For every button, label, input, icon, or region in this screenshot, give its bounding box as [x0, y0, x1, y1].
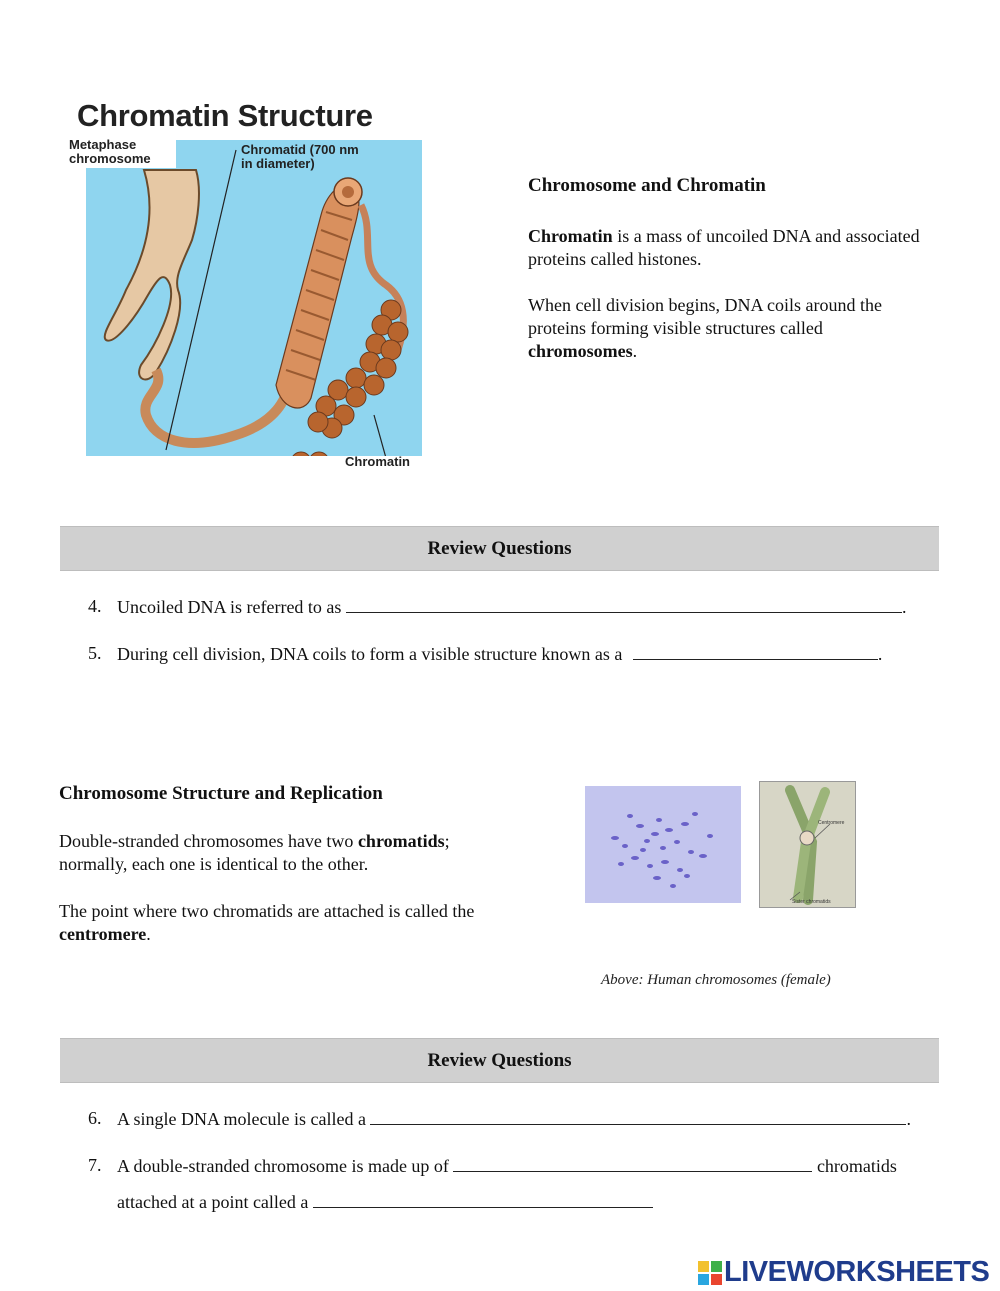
question-text: A single DNA molecule is called a [117, 1109, 366, 1129]
centromere-description [59, 900, 489, 946]
logo-text: LIVEWORKSHEETS [724, 1256, 990, 1288]
chromatids-description [59, 830, 489, 876]
chromatin-diagram [86, 140, 422, 476]
chromatin-illustration [86, 140, 422, 476]
description-end: . [632, 341, 638, 361]
section-heading-chromatin: Chromosome and Chromatin [528, 175, 766, 196]
question-number: 7. [88, 1155, 102, 1175]
question-text-continued: chromatids [816, 1156, 897, 1176]
question-text: During cell division, DNA coils to form a visible structure known as a [117, 644, 623, 664]
chromatin-definition [528, 225, 928, 271]
answer-blank-5[interactable] [633, 643, 878, 660]
question-7-line-2 [117, 1191, 653, 1213]
section-heading-structure: Chromosome Structure and Replication [59, 783, 383, 804]
question-text: attached at a point called a [117, 1192, 309, 1212]
answer-blank-4[interactable] [346, 596, 902, 613]
question-5 [0, 643, 1000, 667]
answer-blank-7b[interactable] [313, 1191, 653, 1208]
metaphase-chromosome-shape [105, 170, 199, 379]
question-7 [0, 1155, 1000, 1179]
term-centromere: centromere [59, 924, 147, 944]
term-chromatids: chromatids [357, 831, 445, 851]
chromosome-illustration [759, 781, 856, 908]
question-end: . [901, 597, 907, 617]
question-text: Uncoiled DNA is referred to as [117, 597, 342, 617]
review-questions-header: Review Questions [60, 526, 939, 571]
label-centromere: Centromere [818, 820, 845, 826]
answer-blank-6[interactable] [370, 1108, 906, 1125]
description-text: Double-stranded chromosomes have two [59, 831, 358, 851]
label-sister-chromatids: Sister chromatids [792, 899, 831, 905]
x-chromosome-shape [760, 782, 855, 907]
figure-title: Chromatin Structure [77, 98, 373, 133]
label-chromatin: Chromatin [345, 454, 410, 469]
question-6 [0, 1108, 1000, 1132]
description-text: The point where two chromatids are attached is called the [59, 901, 475, 921]
label-chromatid: Chromatid (700 nm in diameter) [241, 142, 359, 171]
term-chromosomes: chromosomes [528, 341, 633, 361]
chromosome-micrograph [585, 786, 741, 903]
question-number: 4. [88, 596, 102, 616]
review-questions-header-2: Review Questions [60, 1038, 939, 1083]
question-4 [0, 596, 1000, 620]
question-end: . [877, 644, 883, 664]
answer-blank-7a[interactable] [453, 1155, 812, 1172]
question-end: . [906, 1109, 911, 1129]
term-chromatin: Chromatin [528, 226, 613, 246]
image-caption: Above: Human chromosomes (female) [601, 972, 831, 988]
logo-blocks-icon [698, 1261, 722, 1285]
liveworksheets-logo [698, 1256, 989, 1289]
definition-text: is a mass of uncoiled DNA and associated proteins called histones. [528, 226, 920, 269]
question-text: A double-stranded chromosome is made up of [117, 1156, 449, 1176]
label-metaphase-chromosome: Metaphase chromosome [69, 137, 151, 166]
question-number: 5. [88, 643, 102, 663]
description-end: ; normally, each one is identical to the other. [59, 831, 450, 874]
question-number: 6. [88, 1108, 102, 1128]
micrograph-dots [585, 786, 741, 903]
description-end: . [146, 924, 151, 944]
description-text: When cell division begins, DNA coils around the proteins forming visible structures called [528, 295, 882, 338]
chromosome-description [528, 294, 928, 363]
